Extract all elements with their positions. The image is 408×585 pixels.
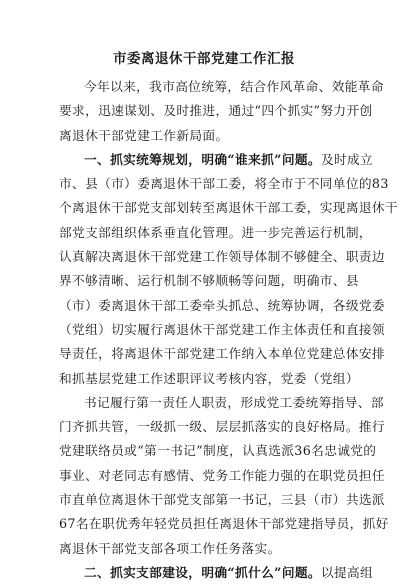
paragraph-line: 市直单位离退休干部党支部第一书记，三县（市）共选派 <box>59 492 385 508</box>
section-heading-continuation: 及时成立 <box>320 151 374 167</box>
paragraph-line: 认真解决离退休干部党建工作领导体制不够健全、职责边 <box>59 249 385 265</box>
paragraph-line: 门齐抓共管，一级抓一级、层层抓落实的良好格局。推行 <box>59 419 385 435</box>
paragraph-line: 书记履行第一责任人职责，形成党工委统筹指导、部 <box>84 394 384 410</box>
paragraph-line: 市、县（市）委离退休干部工委，将全市于不同单位的83 <box>59 176 389 192</box>
paragraph-line: 离退休干部党支部各项工作任务落实。 <box>59 540 281 556</box>
paragraph-line: 要求，迅速谋划、及时推进，通过“四个抓实”努力开创 <box>59 103 373 119</box>
paragraph-line: 个离退休干部党支部划转至离退休干部工委，实现离退休干 <box>59 200 398 216</box>
paragraph-line: 导责任，将离退休干部党建工作纳入本单位党建总体安排 <box>59 346 385 362</box>
section-heading: 一、抓实统筹规划，明确“谁来抓”问题。 <box>84 151 321 167</box>
section-heading-continuation: 以提高组 <box>320 564 374 580</box>
paragraph-line: 67名在职优秀年轻党员担任离退休干部党建指导员，抓好 <box>59 516 389 532</box>
paragraph-line: 党建联络员或“第一书记”制度，认真选派36名忠诚党的 <box>59 443 377 459</box>
paragraph-line: （市）委离退休干部工委牵头抓总、统筹协调，各级党委 <box>59 297 385 313</box>
paragraph-line: 部党支部组织体系垂直化管理。进一步完善运行机制， <box>59 224 372 240</box>
paragraph-line: 界不够清晰、运行机制不够顺畅等问题，明确市、县 <box>59 273 359 289</box>
paragraph-line: 离退休干部党建工作新局面。 <box>59 127 229 143</box>
document-body <box>59 75 398 585</box>
section-heading-line <box>59 148 374 172</box>
paragraph-line: 和抓基层党建工作述职评议考核内容，党委（党组） <box>59 370 359 386</box>
paragraph-line: 事业、对老同志有感情、党务工作能力强的在职党员担任 <box>59 467 385 483</box>
section-heading: 二、抓实支部建设，明确“抓什么”问题。 <box>84 564 321 580</box>
paragraph-line: （党组）切实履行离退休干部党建工作主体责任和直接领 <box>59 321 385 337</box>
paragraph-line: 今年以来，我市高位统筹，结合作风革命、效能革命 <box>84 79 384 94</box>
document-title: 市委离退休干部党建工作汇报 <box>113 51 295 67</box>
section-heading-line <box>59 561 374 585</box>
